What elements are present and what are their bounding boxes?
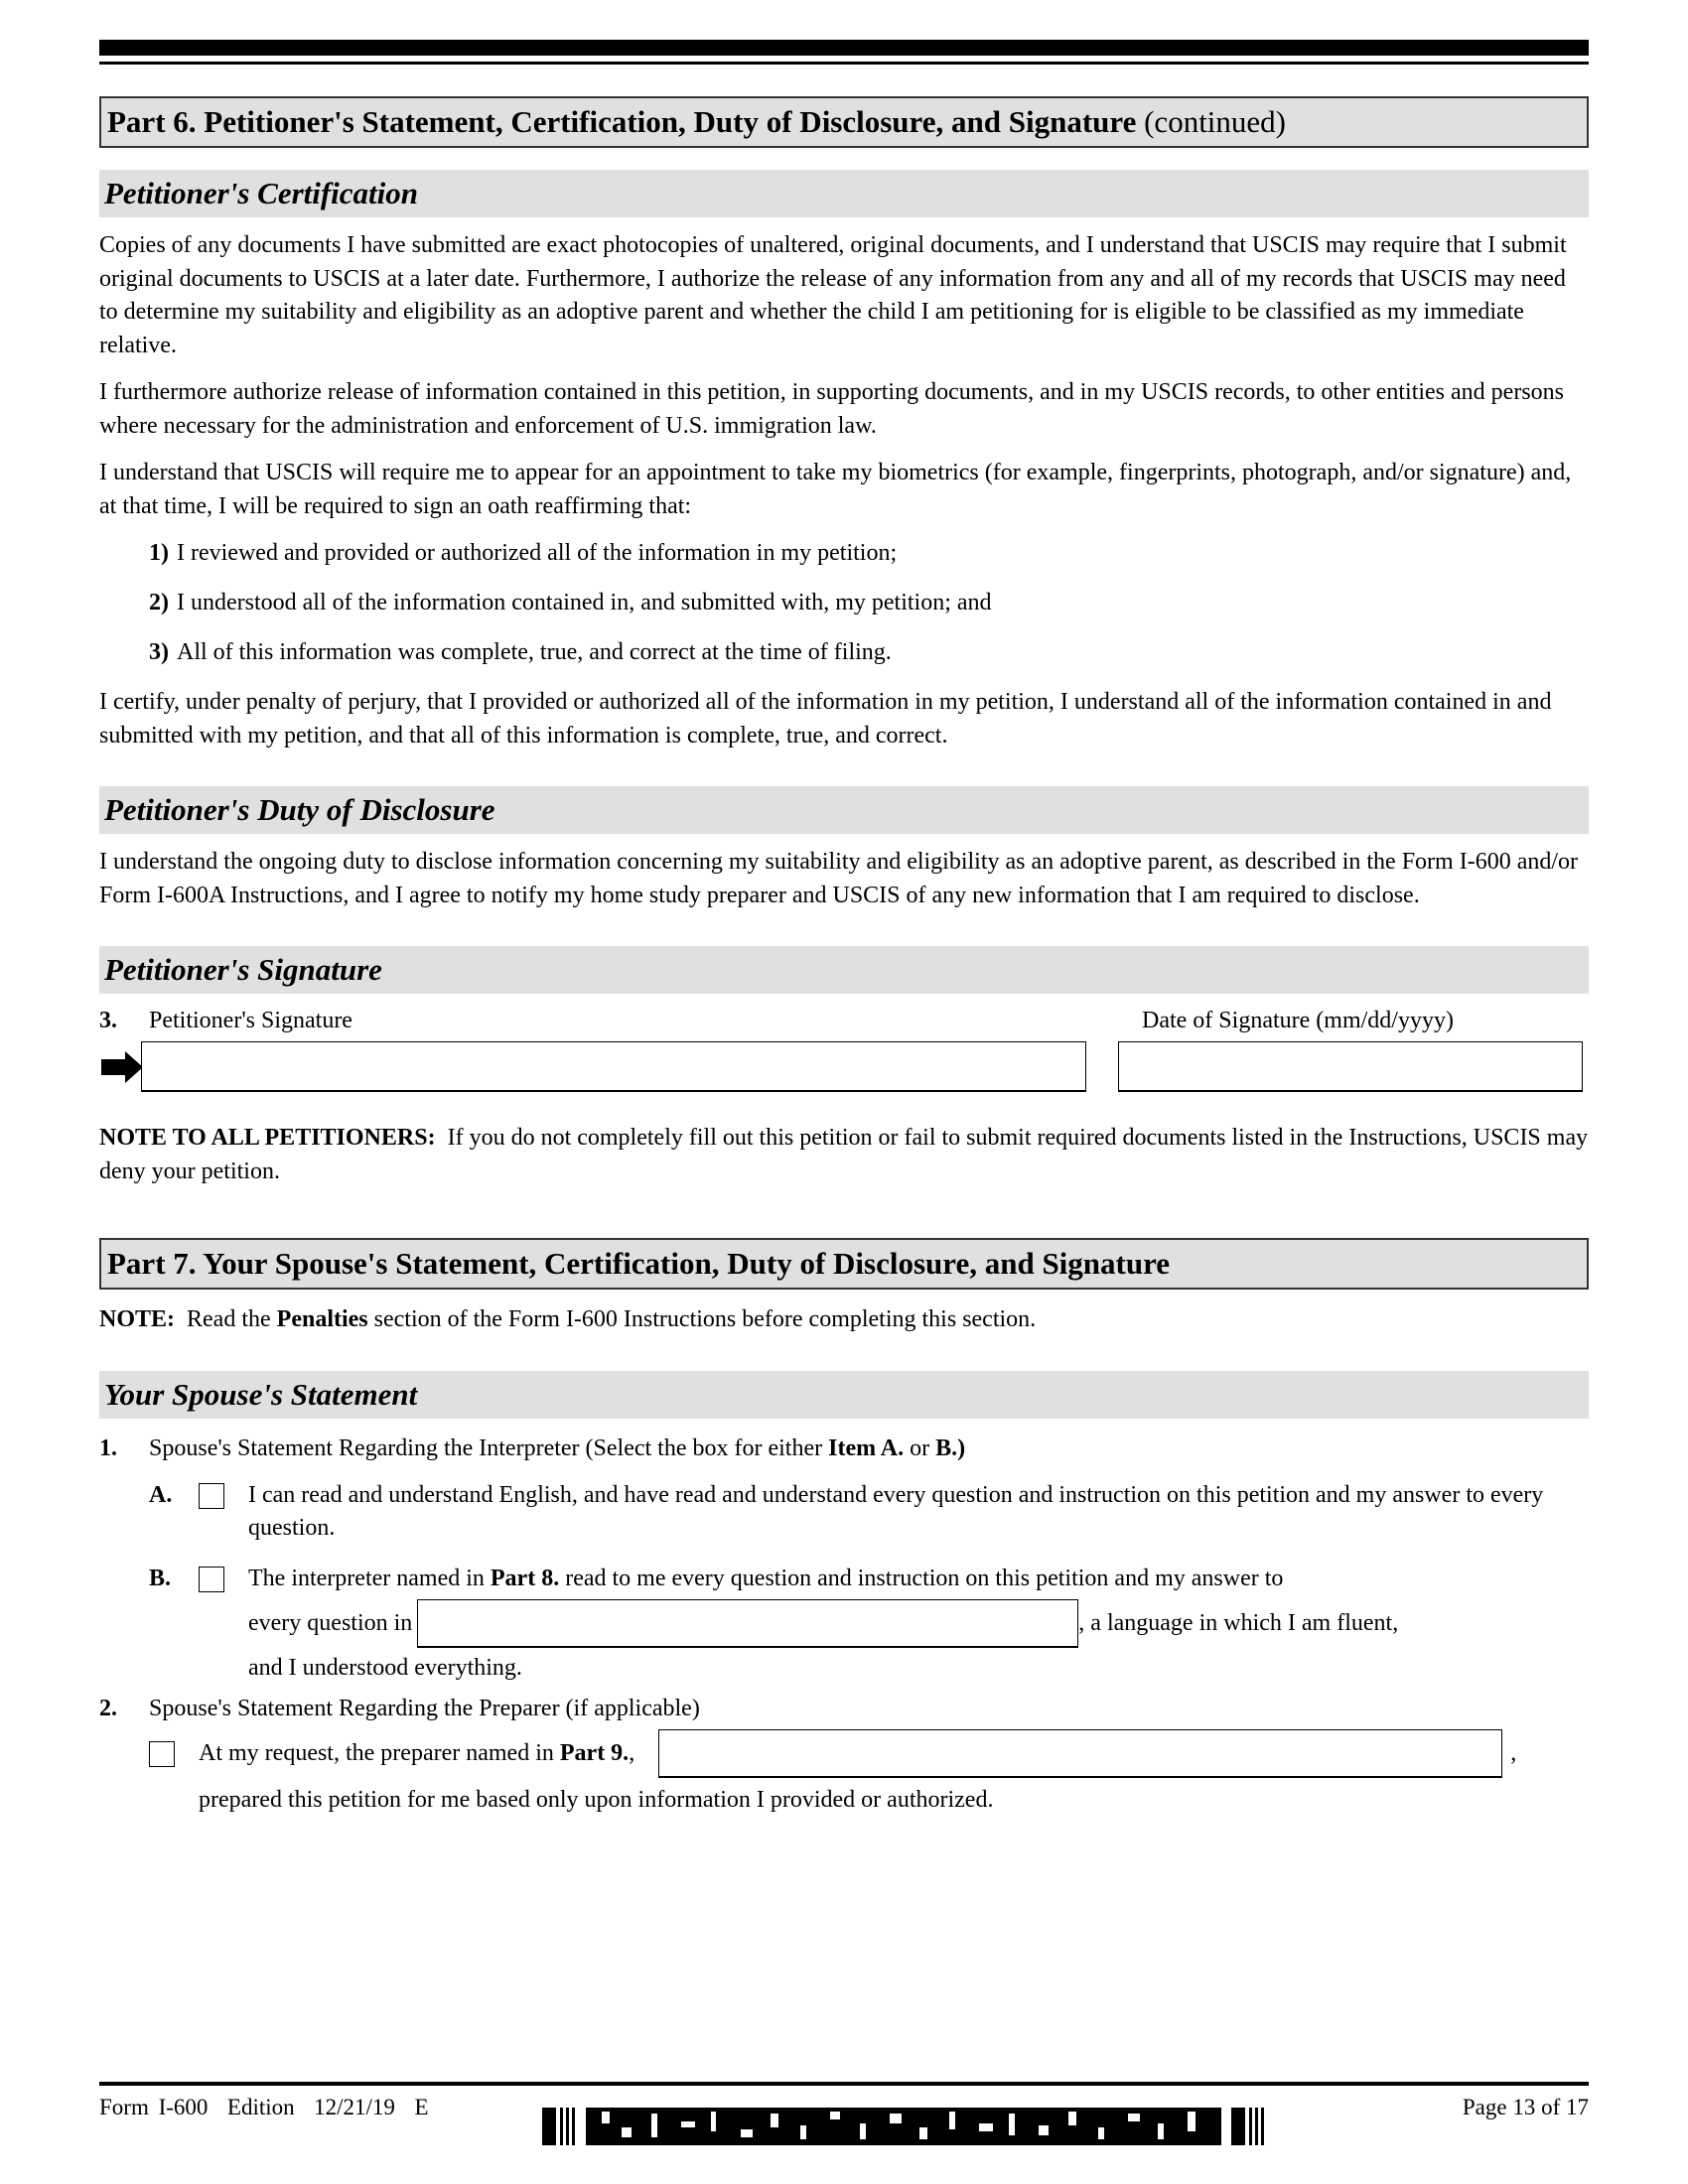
preparer-name-field[interactable] [658,1729,1502,1778]
penalties-label: Penalties [276,1306,368,1332]
oath-num: 3) [149,639,169,665]
part7-title: Part 7. Your Spouse's Statement, Certification, Duty of Disclosure, and Signature [107,1246,1171,1281]
oath-num: 1) [149,540,169,566]
oath-item [149,587,1589,619]
oath-text: All of this information was complete, true, and correct at the time of filing. [177,639,892,665]
note-text: Read the [187,1306,271,1332]
item-ref: B.) [935,1434,966,1461]
preparer-row [99,1729,1589,1778]
option-b-text: and I understood everything. [248,1654,522,1681]
item-2-text: Spouse's Statement Regarding the Preparer (if applicable) [149,1695,700,1721]
part9-ref: Part 9. [559,1739,630,1766]
item-number: 2. [99,1695,117,1721]
oath-item [149,537,1589,570]
certification-heading: Petitioner's Certification [99,170,1589,217]
preparer-text-line2: prepared this petition for me based only upon information I provided or authorized. [199,1786,994,1813]
form-page [99,40,1589,1817]
option-b [99,1563,1589,1685]
certification-paragraph-3: I understand that USCIS will require me to appear for an appointment to take my biometrics (for example, fingerprints, photograph, and/or signature) and, at that time, I will be required to sign an oath reaffirming that: [99,460,1572,519]
certification-paragraph-4: I certify, under penalty of perjury, that I provided or authorized all of the information in my petition, I understand all of the information contained in and submitted with my petition, and that all of this information is complete, true, and correct. [99,689,1552,749]
spouse-statement-heading: Your Spouse's Statement [99,1371,1589,1419]
option-b-text: read to me every question and instruction on this petition and my answer to [565,1565,1284,1591]
option-a-text: I can read and understand English, and have read and understand every question and instruction on this petition and my answer to every question. [248,1481,1544,1541]
part7-header [99,1238,1589,1290]
footer-rule [99,2082,1589,2086]
part6-header [99,96,1589,148]
oath-text: I reviewed and provided or authorized all of the information in my petition; [177,540,898,566]
signature-row [99,1041,1589,1092]
date-label: Date of Signature (mm/dd/yyyy) [1142,1008,1454,1033]
item-number: 1. [99,1434,117,1461]
part6-title: Part 6. Petitioner's Statement, Certification, Duty of Disclosure, and Signature [107,104,1137,139]
edition-label: Edition [226,2095,295,2119]
item-number: 3. [99,1008,117,1033]
option-b-text: , a language in which I am fluent, [1078,1609,1399,1636]
disclosure-heading: Petitioner's Duty of Disclosure [99,786,1589,834]
part7-note [99,1303,1589,1337]
option-b-text: The interpreter named in [248,1565,485,1591]
option-a-label: A. [149,1481,173,1508]
oath-item [149,636,1589,669]
language-field[interactable] [417,1599,1078,1648]
note-label: NOTE: [99,1306,176,1332]
preparer-text: At my request, the preparer named in [199,1739,554,1766]
option-b-checkbox[interactable] [199,1567,224,1592]
page-number: Page 13 of 17 [1462,2095,1589,2119]
option-b-label: B. [149,1565,172,1591]
note-text: If you do not completely fill out this petition or fail to submit required documents listed in the Instructions, USCIS may deny your petition. [99,1125,1589,1184]
signature-label: Petitioner's Signature [149,1008,352,1033]
certification-paragraph-2: I furthermore authorize release of information contained in this petition, in supporting documents, and in my USCIS records, to other entities and persons where necessary for the administration and enforcement of U.S. immigration law. [99,379,1564,439]
preparer-checkbox[interactable] [149,1741,175,1767]
item-ref: Item A. [828,1434,905,1461]
edition-date: 12/21/19 [314,2095,395,2119]
footer-form-edition [99,2095,429,2120]
item-text: or [910,1434,930,1461]
option-a-checkbox[interactable] [199,1483,224,1509]
signature-labels [99,1006,1589,1035]
item-1-text [149,1433,965,1465]
note-text: section of the Form I-600 Instructions before completing this section. [373,1306,1037,1332]
comma: , [1510,1739,1517,1766]
spouse-item-1 [99,1433,1589,1465]
disclosure-paragraph: I understand the ongoing duty to disclose information concerning my suitability and eligibility as an adoptive parent, as described in the Form I-600 and/or Form I-600A Instructions, and I agree to notify my home study preparer and USCIS of any new information that I am required to disclose. [99,849,1579,908]
arrow-right-icon [99,1047,145,1087]
spouse-item-2 [99,1693,1589,1725]
part6-continued: (continued) [1144,104,1286,139]
top-rule-thin [99,62,1589,65]
signature-date-field[interactable] [1118,1041,1583,1092]
certification-paragraph-1: Copies of any documents I have submitted are exact photocopies of unaltered, original documents, and I understand that USCIS may require that I submit original documents to USCIS at a later date. Furthermore, I authorize the release of any information from any and all of my records that USCIS may need to determine my suitability and eligibility as an adoptive parent and whether the child I am petitioning for is eligible to be classified as my immediate relative. [99,232,1567,358]
item-text: Spouse's Statement Regarding the Interpreter (Select the box for either [149,1434,823,1461]
comma: , [629,1739,635,1766]
note-label: NOTE TO ALL PETITIONERS: [99,1125,436,1151]
oath-num: 2) [149,590,169,615]
signature-heading: Petitioner's Signature [99,946,1589,994]
part8-ref: Part 8. [490,1565,560,1591]
form-number: Form I-600 [99,2095,209,2119]
option-b-text: every question in [248,1609,413,1636]
oath-text: I understood all of the information contained in, and submitted with, my petition; and [177,590,992,615]
note-to-all-petitioners [99,1122,1589,1188]
petitioner-signature-field[interactable] [141,1041,1086,1092]
option-a [99,1479,1589,1545]
barcode-icon [542,2108,1267,2145]
edition-code: E [414,2095,429,2119]
top-rule-thick [99,40,1589,56]
